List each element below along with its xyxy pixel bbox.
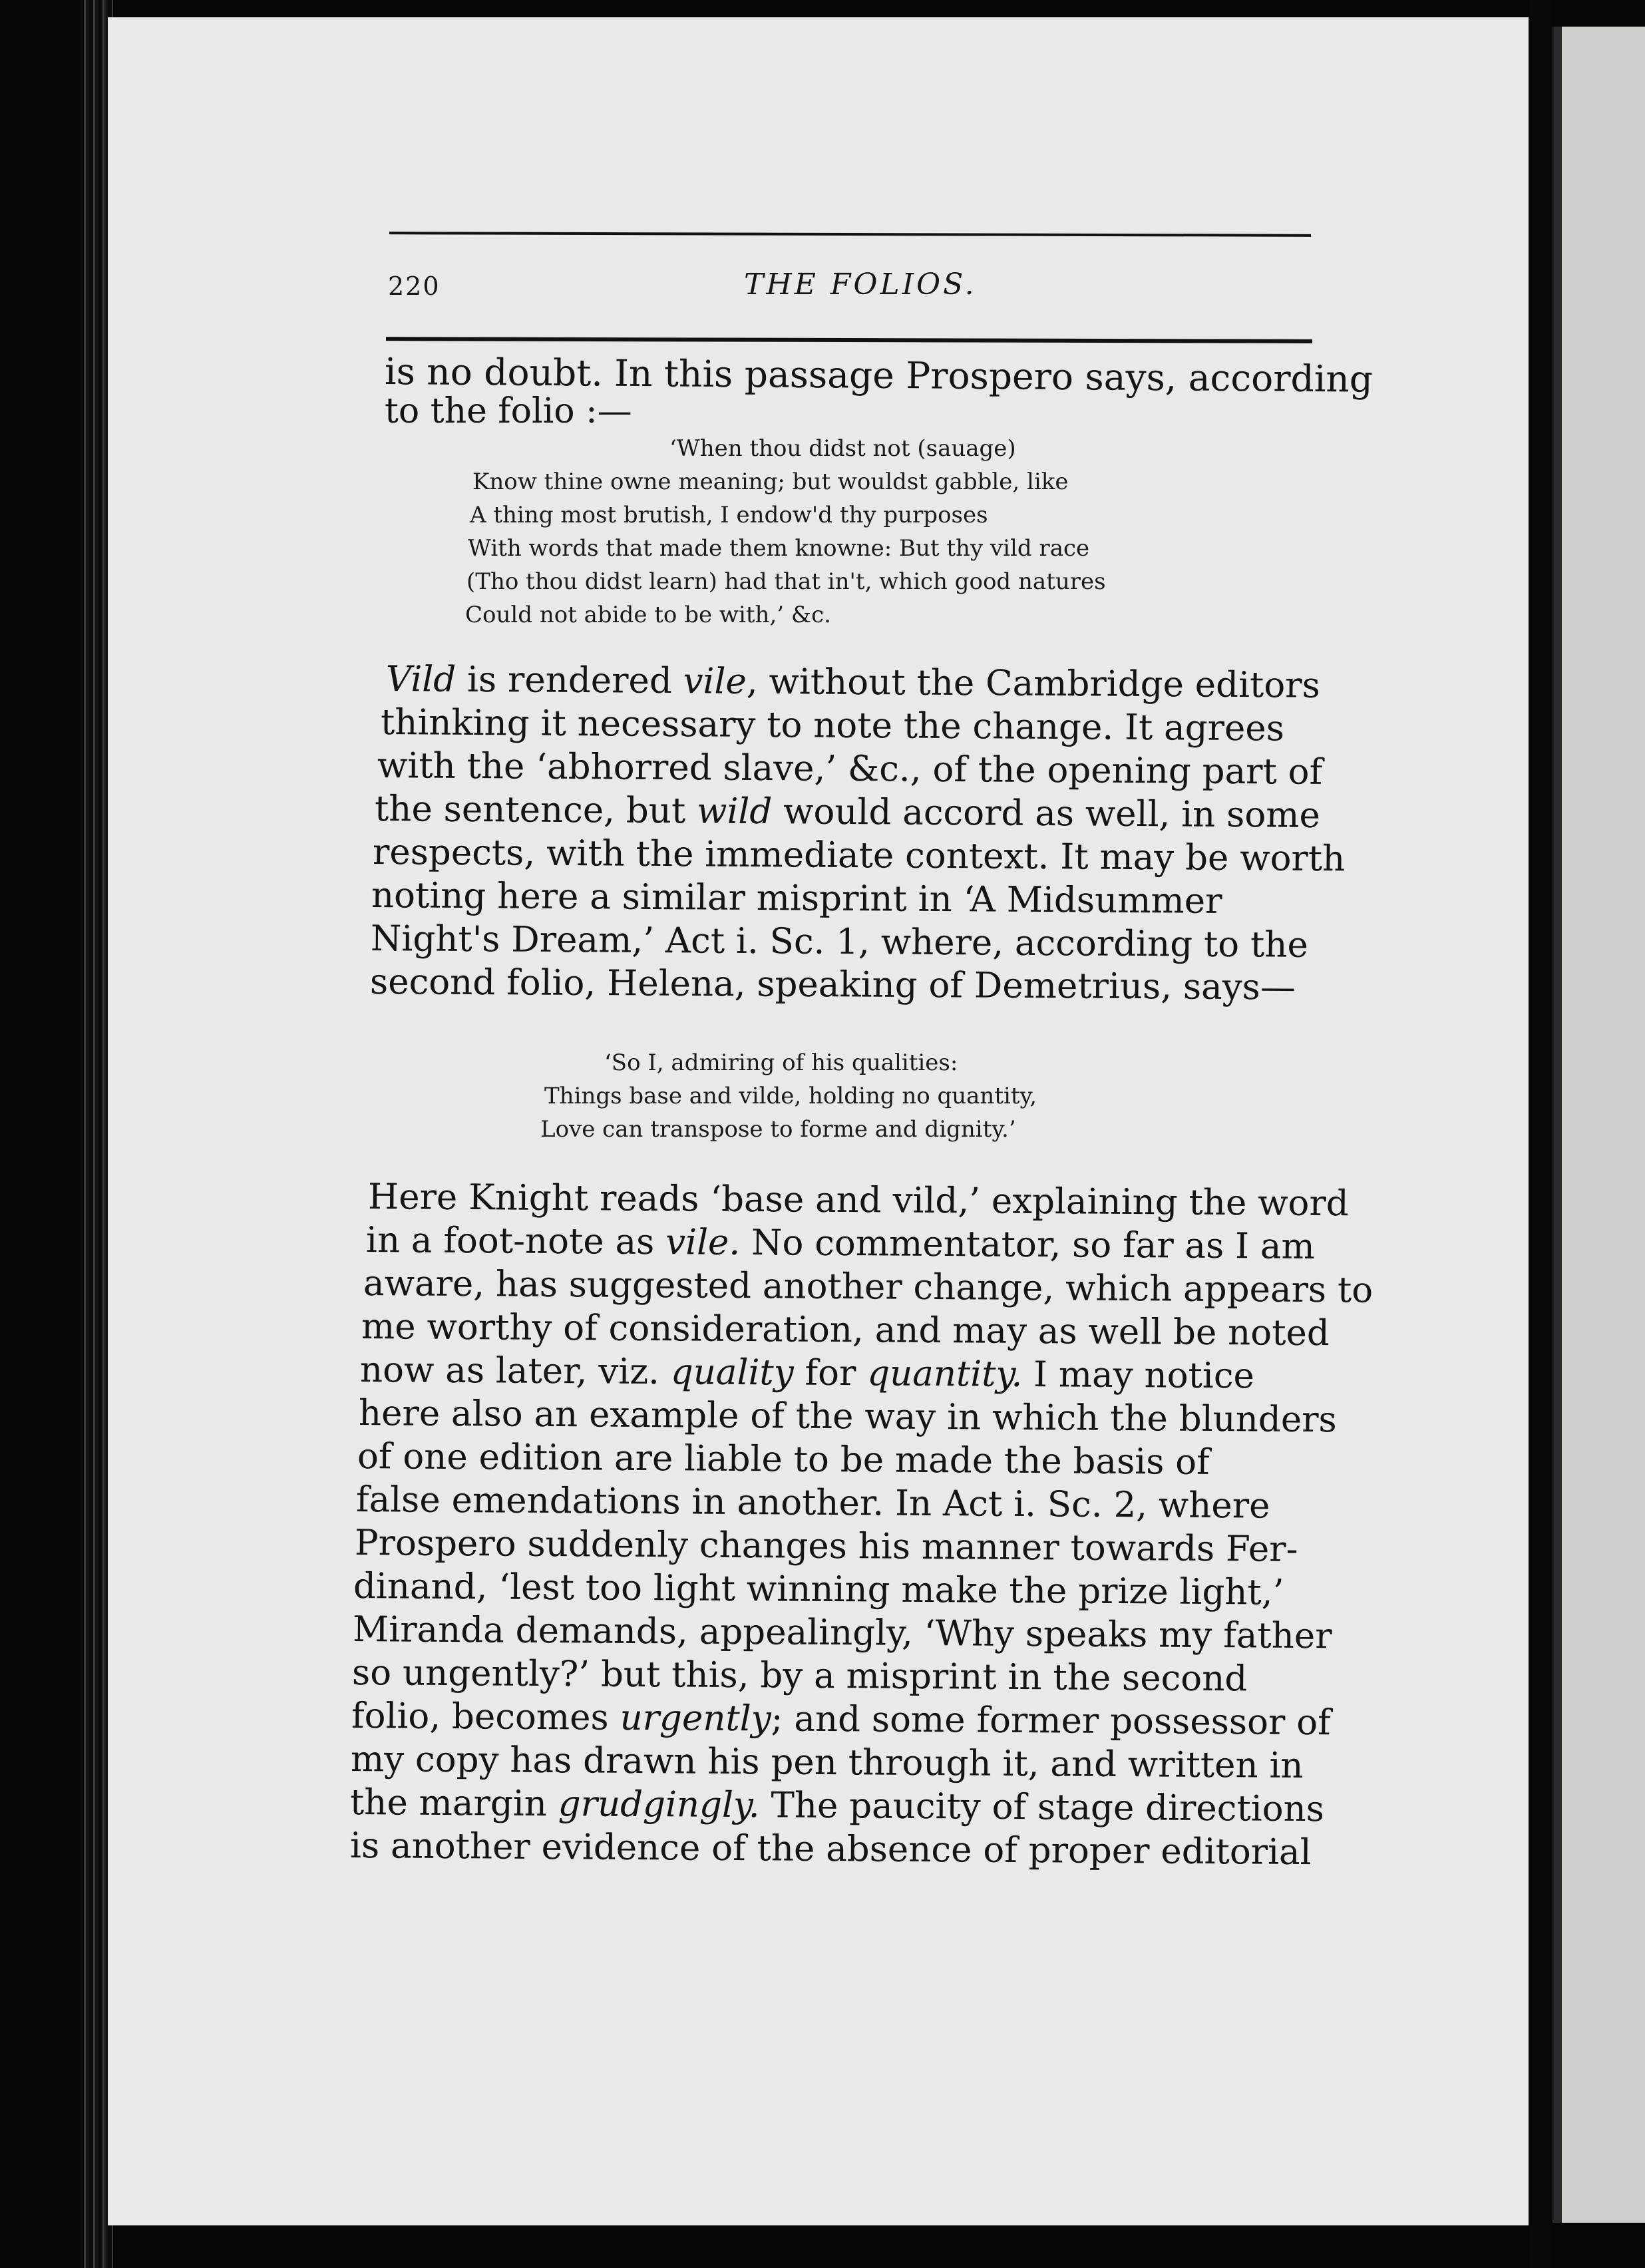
italic-word: Vild [385,659,457,700]
italic-word: quality [670,1352,794,1394]
text-line [360,1350,1254,1397]
verse-line: (Tho thou didst learn) had that in't, which good natures [466,568,1106,595]
book-gutter [1529,0,1553,2268]
text-line [351,1696,1331,1744]
text-span: ; and some former possessor of [771,1698,1331,1744]
text-span: the sentence, but [374,789,697,832]
verse-line: ‘So I, admiring of his qualities: [604,1049,958,1076]
text-line: thinking it necessary to note the change. It agrees [380,702,1285,749]
italic-word: vile [683,661,747,702]
verse-line: Could not abide to be with,’ &c. [465,602,831,628]
text-span: for [793,1352,868,1394]
text-line: respects, with the immediate context. It may be worth [372,832,1346,880]
text-line: Miranda demands, appealingly, ‘Why speaks my father [352,1609,1332,1657]
verse-line: Know thine owne meaning; but wouldst gabble, like [472,469,1069,495]
text-line: of one edition are liable to be made the basis of [357,1436,1210,1483]
text-line: second folio, Helena, speaking of Demetrius, says— [369,962,1296,1008]
text-span: folio, becomes [351,1696,620,1738]
verse-line: ‘When thou didst not (sauage) [669,435,1016,462]
text-line: me worthy of consideration, and may as well be noted [361,1306,1330,1354]
verse-line: Love can transpose to forme and dignity.’ [540,1116,1016,1143]
text-span: the margin [349,1782,558,1825]
verse-line: A thing most brutish, I endow'd thy purposes [470,502,988,528]
text-line [350,1782,1324,1830]
facing-page-edge [1553,27,1645,2223]
text-line: Here Knight reads ‘base and vild,’ explaining the word [367,1177,1349,1225]
italic-word: urgently [620,1697,771,1740]
text-span: No commentator, so far as I am [740,1222,1315,1267]
text-line: with the ‘abhorred slave,’ &c., of the opening part of [377,745,1323,793]
text-line: is no doubt. In this passage Prospero says, according [384,350,1373,401]
running-title: THE FOLIOS. [744,268,977,301]
facing-page-shadow [1553,27,1562,2223]
text-line [375,789,1320,837]
text-line: to the folio :— [385,391,632,431]
text-line: Prospero suddenly changes his manner towards Fer- [354,1523,1298,1570]
text-line: aware, has suggested another change, which appears to [363,1263,1373,1311]
verse-line: With words that made them knowne: But thy vild race [468,535,1090,562]
text-line [386,659,1320,707]
italic-word: grudgingly. [558,1784,760,1826]
italic-word: vile. [665,1222,741,1263]
text-span: I may notice [1022,1354,1255,1397]
text-line [366,1220,1315,1268]
text-line: Night's Dream,’ Act i. Sc. 1, where, according to the [370,918,1309,966]
text-span: would accord as well, in some [772,791,1321,836]
verse-line: Things base and vilde, holding no quantity, [544,1083,1037,1109]
text-span: The paucity of stage directions [759,1785,1325,1830]
text-line: false emendations in another. In Act i. Sc. 2, where [355,1479,1270,1527]
text-span: now as later, viz. [359,1350,671,1393]
text-span: in a foot-note as [365,1220,666,1263]
page-number: 220 [388,272,441,301]
text-line: my copy has drawn his pen through it, and written in [350,1739,1304,1786]
text-line: so ungently?’ but this, by a misprint in the second [351,1652,1248,1700]
italic-word: quantity. [866,1353,1023,1395]
text-line: is another evidence of the absence of proper editorial [349,1825,1312,1873]
text-line: noting here a similar misprint in ‘A Midsummer [371,875,1222,922]
italic-word: wild [696,791,773,833]
text-span: , without the Cambridge editors [746,661,1320,706]
text-line: dinand, ‘lest too light winning make the prize light,’ [353,1566,1284,1613]
text-line: here also an example of the way in which the blunders [358,1393,1337,1441]
text-span: is rendered [455,659,683,702]
